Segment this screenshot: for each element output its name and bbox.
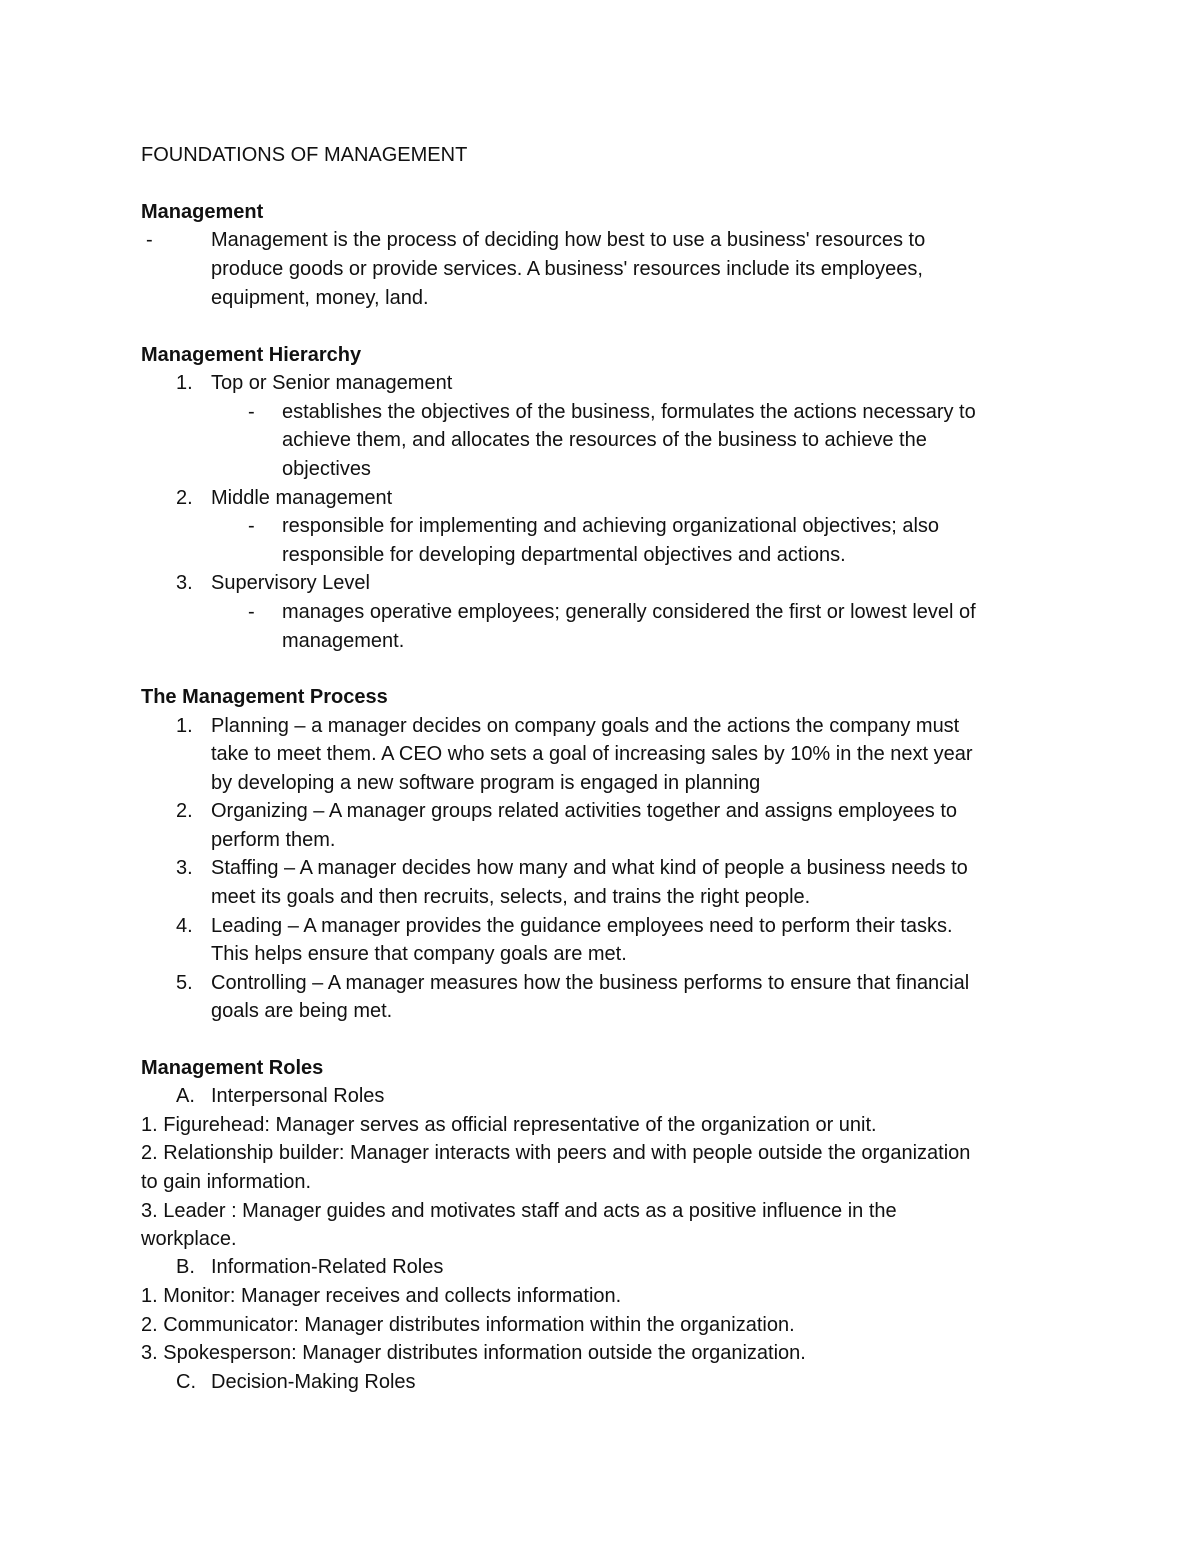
paragraph-line: Staffing – A manager decides how many and what kind of people a business needs to: [211, 857, 968, 879]
section-heading-management: Management: [141, 201, 264, 223]
hierarchy-item-title: Middle management: [211, 487, 393, 509]
paragraph-line: This helps ensure that company goals are met.: [211, 943, 627, 965]
list-number: 1.: [176, 715, 193, 737]
list-number: 4.: [176, 915, 193, 937]
paragraph-line: goals are being met.: [211, 1000, 393, 1022]
list-number: 2.: [176, 800, 193, 822]
hierarchy-item-title: Top or Senior management: [211, 372, 453, 394]
list-number: 5.: [176, 972, 193, 994]
section-heading-hierarchy: Management Hierarchy: [141, 344, 362, 366]
list-number: 3.: [176, 572, 193, 594]
list-number: 3.: [176, 857, 193, 879]
group-letter: B.: [176, 1256, 195, 1278]
bullet-dash: -: [248, 401, 255, 423]
paragraph-line: Organizing – A manager groups related activities together and assigns employees to: [211, 800, 957, 822]
paragraph-line: achieve them, and allocates the resources of the business to achieve the: [282, 429, 927, 451]
paragraph-line: 3. Spokesperson: Manager distributes information outside the organization.: [141, 1342, 806, 1364]
paragraph-line: 2. Communicator: Manager distributes information within the organization.: [141, 1314, 795, 1336]
paragraph-line: Controlling – A manager measures how the business performs to ensure that financial: [211, 972, 970, 994]
role-group-title: Information-Related Roles: [211, 1256, 444, 1278]
list-number: 2.: [176, 487, 193, 509]
paragraph-line: perform them.: [211, 829, 336, 851]
paragraph-line: produce goods or provide services. A business' resources include its employees,: [211, 258, 923, 280]
paragraph-line: Planning – a manager decides on company goals and the actions the company must: [211, 715, 960, 737]
paragraph-line: 1. Monitor: Manager receives and collects information.: [141, 1285, 622, 1307]
paragraph-line: take to meet them. A CEO who sets a goal of increasing sales by 10% in the next year: [211, 743, 973, 765]
paragraph-line: 3. Leader : Manager guides and motivates staff and acts as a positive influence in the: [141, 1200, 897, 1222]
paragraph-line: management.: [282, 630, 405, 652]
bullet-dash: -: [146, 229, 153, 251]
paragraph-line: responsible for developing departmental objectives and actions.: [282, 544, 846, 566]
group-letter: A.: [176, 1085, 195, 1107]
role-group-title: Interpersonal Roles: [211, 1085, 385, 1107]
paragraph-line: responsible for implementing and achieving organizational objectives; also: [282, 515, 940, 537]
hierarchy-item-title: Supervisory Level: [211, 572, 370, 594]
bullet-dash: -: [248, 601, 255, 623]
paragraph-line: Leading – A manager provides the guidance employees need to perform their tasks.: [211, 915, 953, 937]
paragraph-line: to gain information.: [141, 1171, 312, 1193]
paragraph-line: equipment, money, land.: [211, 287, 429, 309]
paragraph-line: manages operative employees; generally considered the first or lowest level of: [282, 601, 976, 623]
paragraph-line: 1. Figurehead: Manager serves as official representative of the organization or unit.: [141, 1114, 877, 1136]
list-number: 1.: [176, 372, 193, 394]
bullet-dash: -: [248, 515, 255, 537]
paragraph-line: 2. Relationship builder: Manager interacts with peers and with people outside the organization: [141, 1142, 971, 1164]
role-group-title: Decision-Making Roles: [211, 1371, 416, 1393]
paragraph-line: Management is the process of deciding how best to use a business' resources to: [211, 229, 926, 251]
paragraph-line: workplace.: [141, 1228, 237, 1250]
paragraph-line: by developing a new software program is engaged in planning: [211, 772, 761, 794]
paragraph-line: objectives: [282, 458, 371, 480]
paragraph-line: meet its goals and then recruits, selects, and trains the right people.: [211, 886, 811, 908]
section-heading-roles: Management Roles: [141, 1057, 324, 1079]
group-letter: C.: [176, 1371, 196, 1393]
document-title: FOUNDATIONS OF MANAGEMENT: [141, 144, 468, 166]
paragraph-line: establishes the objectives of the business, formulates the actions necessary to: [282, 401, 976, 423]
section-heading-process: The Management Process: [141, 686, 388, 708]
